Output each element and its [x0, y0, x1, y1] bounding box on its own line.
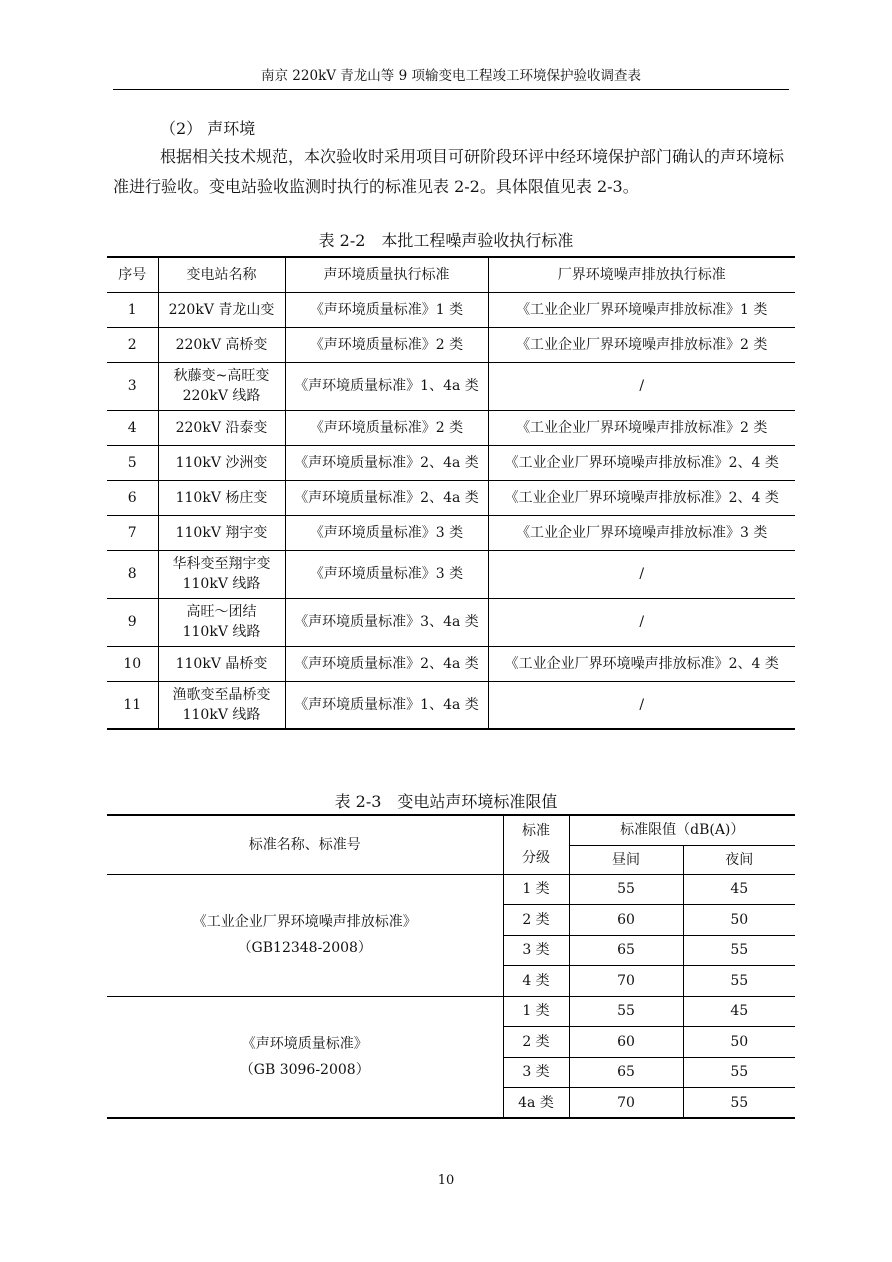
row-number-cell: 11 — [107, 681, 158, 729]
boundary-standard-cell: / — [488, 681, 795, 729]
day-limit-cell: 60 — [569, 1027, 683, 1058]
day-limit-cell: 70 — [569, 966, 683, 997]
column-header: 厂界环境噪声排放执行标准 — [488, 257, 795, 292]
standard-name: 《工业企业厂界环境噪声排放标准》 — [192, 914, 417, 930]
table-row — [107, 996, 795, 1027]
boundary-standard-cell: / — [488, 598, 795, 646]
quality-standard-cell: 《声环境质量标准》2、4a 类 — [285, 480, 488, 515]
standard-name-cell — [107, 996, 503, 1118]
quality-standard-cell: 《声环境质量标准》1、4a 类 — [285, 681, 488, 729]
quality-standard-cell: 《声环境质量标准》3 类 — [285, 550, 488, 598]
substation-name-line2: 220kV 线路 — [182, 388, 261, 404]
day-limit-cell: 65 — [569, 1057, 683, 1088]
grade-header — [503, 815, 569, 874]
substation-name-cell — [158, 646, 285, 681]
quality-standard-cell: 《声环境质量标准》1、4a 类 — [285, 362, 488, 410]
noise-limit-table — [107, 814, 795, 1119]
table-header-row — [107, 815, 795, 845]
grade-cell: 2 类 — [503, 1027, 569, 1058]
page-header: 南京 220kV 青龙山等 9 项输变电工程竣工环境保护验收调查表 — [113, 64, 789, 90]
grade-cell: 3 类 — [503, 1057, 569, 1088]
substation-name-line1: 高旺～团结 — [186, 604, 257, 620]
substation-name-line1: 110kV 杨庄变 — [175, 489, 268, 506]
night-limit-cell: 55 — [683, 935, 795, 966]
row-number-cell: 5 — [107, 445, 158, 480]
table-2-3-caption: 表 2-3 变电站声环境标准限值 — [334, 792, 558, 811]
substation-name-line2: 110kV 线路 — [182, 624, 261, 640]
day-limit-cell: 55 — [569, 996, 683, 1027]
quality-standard-cell: 《声环境质量标准》3、4a 类 — [285, 598, 488, 646]
noise-standard-table — [107, 256, 795, 730]
quality-standard-cell: 《声环境质量标准》1 类 — [285, 292, 488, 327]
table-row — [107, 327, 795, 362]
boundary-standard-cell: 《工业企业厂界环境噪声排放标准》2、4 类 — [488, 480, 795, 515]
row-number-cell: 10 — [107, 646, 158, 681]
table-row — [107, 874, 795, 905]
row-number-cell: 6 — [107, 480, 158, 515]
boundary-standard-cell: 《工业企业厂界环境噪声排放标准》2 类 — [488, 327, 795, 362]
substation-name-cell — [158, 327, 285, 362]
table-row — [107, 646, 795, 681]
standard-code: （GB12348-2008） — [237, 940, 372, 956]
grade-cell: 4 类 — [503, 966, 569, 997]
substation-name-line1: 110kV 晶桥变 — [175, 655, 268, 672]
table-row — [107, 550, 795, 598]
quality-standard-cell: 《声环境质量标准》2、4a 类 — [285, 646, 488, 681]
substation-name-cell — [158, 598, 285, 646]
substation-name-cell — [158, 445, 285, 480]
substation-name-line1: 秋藤变~高旺变 — [173, 368, 270, 384]
substation-name-cell — [158, 410, 285, 445]
substation-name-cell — [158, 480, 285, 515]
section-heading: （2） 声环境 — [160, 119, 256, 138]
substation-name-line2: 110kV 线路 — [182, 706, 261, 723]
row-number-cell: 9 — [107, 598, 158, 646]
day-header: 昼间 — [569, 845, 683, 874]
substation-name-line1: 110kV 翔宇变 — [175, 524, 268, 541]
table-row — [107, 681, 795, 729]
table-row — [107, 362, 795, 410]
substation-name-line1: 渔歌变至晶桥变 — [172, 686, 271, 703]
row-number-cell: 3 — [107, 362, 158, 410]
night-limit-cell: 45 — [683, 874, 795, 905]
table-row — [107, 515, 795, 550]
night-header: 夜间 — [683, 845, 795, 874]
row-number-cell: 4 — [107, 410, 158, 445]
quality-standard-cell: 《声环境质量标准》2、4a 类 — [285, 445, 488, 480]
table-row — [107, 410, 795, 445]
standard-name-cell — [107, 874, 503, 996]
quality-standard-cell: 《声环境质量标准》2 类 — [285, 410, 488, 445]
row-number-cell: 2 — [107, 327, 158, 362]
table-row — [107, 598, 795, 646]
row-number-cell: 7 — [107, 515, 158, 550]
substation-name-line1: 220kV 沿泰变 — [175, 419, 268, 436]
grade-cell: 4a 类 — [503, 1088, 569, 1119]
table-header-row — [107, 257, 795, 292]
quality-standard-cell: 《声环境质量标准》2 类 — [285, 327, 488, 362]
grade-header-line2: 分级 — [522, 849, 550, 866]
grade-cell: 1 类 — [503, 996, 569, 1027]
row-number-cell: 8 — [107, 550, 158, 598]
boundary-standard-cell: 《工业企业厂界环境噪声排放标准》2、4 类 — [488, 646, 795, 681]
boundary-standard-cell: 《工业企业厂界环境噪声排放标准》3 类 — [488, 515, 795, 550]
row-number-cell: 1 — [107, 292, 158, 327]
standard-code: （GB 3096-2008） — [239, 1061, 370, 1078]
day-limit-cell: 65 — [569, 935, 683, 966]
grade-header-line1: 标准 — [522, 822, 550, 839]
night-limit-cell: 55 — [683, 966, 795, 997]
substation-name-cell — [158, 515, 285, 550]
night-limit-cell: 45 — [683, 996, 795, 1027]
substation-name-line2: 110kV 线路 — [182, 576, 261, 592]
quality-standard-cell: 《声环境质量标准》3 类 — [285, 515, 488, 550]
boundary-standard-cell: 《工业企业厂界环境噪声排放标准》2、4 类 — [488, 445, 795, 480]
column-header: 声环境质量执行标准 — [285, 257, 488, 292]
substation-name-line1: 220kV 青龙山变 — [168, 301, 275, 318]
substation-name-cell — [158, 362, 285, 410]
substation-name-cell — [158, 550, 285, 598]
substation-name-cell — [158, 681, 285, 729]
page-number: 10 — [437, 1173, 455, 1188]
grade-cell: 2 类 — [503, 905, 569, 936]
limit-header: 标准限值（dB(A)） — [569, 815, 795, 845]
substation-name-line1: 华科变至翔宇变 — [172, 556, 271, 572]
grade-cell: 1 类 — [503, 874, 569, 905]
substation-name-line1: 220kV 高桥变 — [175, 336, 268, 353]
column-header: 序号 — [107, 257, 158, 292]
table-2-2-caption: 表 2-2 本批工程噪声验收执行标准 — [318, 231, 574, 250]
table-row — [107, 480, 795, 515]
table-row — [107, 445, 795, 480]
standard-name-header: 标准名称、标准号 — [107, 815, 503, 874]
substation-name-line1: 110kV 沙洲变 — [175, 454, 268, 471]
night-limit-cell: 50 — [683, 1027, 795, 1058]
boundary-standard-cell: 《工业企业厂界环境噪声排放标准》1 类 — [488, 292, 795, 327]
day-limit-cell: 60 — [569, 905, 683, 936]
grade-cell: 3 类 — [503, 935, 569, 966]
day-limit-cell: 70 — [569, 1088, 683, 1119]
substation-name-cell — [158, 292, 285, 327]
boundary-standard-cell: / — [488, 362, 795, 410]
standard-name: 《声环境质量标准》 — [241, 1035, 368, 1052]
night-limit-cell: 55 — [683, 1088, 795, 1119]
body-paragraph: 根据相关技术规范，本次验收时采用项目可研阶段环评中经环境保护部门确认的声环境标准进行验收。变电站验收监测时执行的标准见表 2-2。具体限值见表 2-3。 — [113, 147, 785, 196]
night-limit-cell: 50 — [683, 905, 795, 936]
table-row — [107, 292, 795, 327]
night-limit-cell: 55 — [683, 1057, 795, 1088]
column-header: 变电站名称 — [158, 257, 285, 292]
boundary-standard-cell: / — [488, 550, 795, 598]
boundary-standard-cell: 《工业企业厂界环境噪声排放标准》2 类 — [488, 410, 795, 445]
day-limit-cell: 55 — [569, 874, 683, 905]
